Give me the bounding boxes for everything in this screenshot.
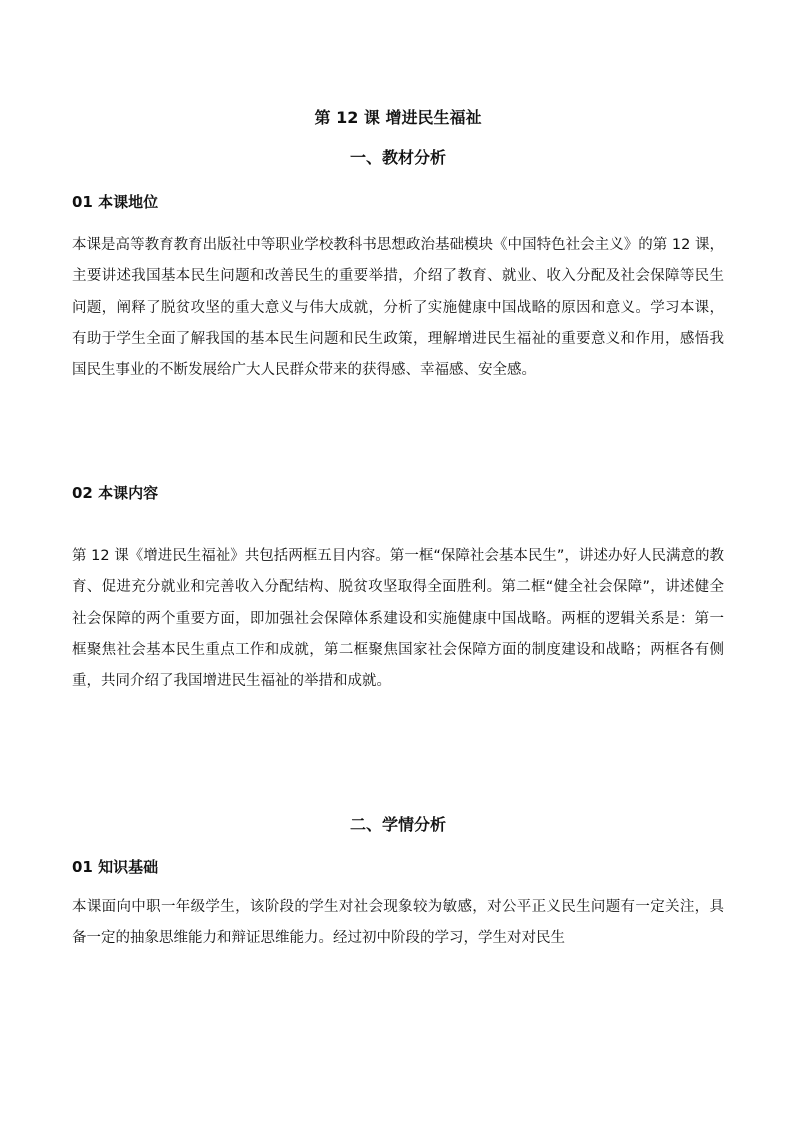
section-title-textbook-analysis: 一、教材分析 bbox=[349, 148, 446, 167]
subsection-heading-knowledge-base: 01 知识基础 bbox=[72, 858, 159, 876]
subsection-heading-lesson-content: 02 本课内容 bbox=[72, 484, 159, 502]
lesson-title: 第 12 课 增进民生福祉 bbox=[314, 108, 482, 127]
paragraph-lesson-content: 第 12 课《增进民生福祉》共包括两框五目内容。第一框“保障社会基本民生”，讲述办好人民满意的教育、促进充分就业和完善收入分配结构、脱贫攻坚取得全面胜利。第二框“健全社会保障”，讲述健全社会保障的两个重要方面，即加强社会保障体系建设和实施健康中国战略。两框的逻辑关系是：第一框聚焦社会基本民生重点工作和成就，第二框聚焦国家社会保障方面的制度建设和战略；两框各有侧重，共同介绍了我国增进民生福祉的举措和成就。 bbox=[72, 548, 724, 690]
subsection-heading-lesson-position: 01 本课地位 bbox=[72, 193, 159, 211]
paragraph-lesson-position: 本课是高等教育教育出版社中等职业学校教科书思想政治基础模块《中国特色社会主义》的第 12 课，主要讲述我国基本民生问题和改善民生的重要举措，介绍了教育、就业、收入分配及社会保障等民生问题，阐释了脱贫攻坚的重大意义与伟大成就，分析了实施健康中国战略的原因和意义。学习本课，有助于学生全面了解我国的基本民生问题和民生政策，理解增进民生福祉的重要意义和作用，感悟我国民生事业的不断发展给广大人民群众带来的获得感、幸福感、安全感。 bbox=[72, 237, 724, 379]
section-title-student-analysis: 二、学情分析 bbox=[349, 815, 446, 834]
paragraph-knowledge-base: 本课面向中职一年级学生，该阶段的学生对社会现象较为敏感，对公平正义民生问题有一定关注，具备一定的抽象思维能力和辩证思维能力。经过初中阶段的学习，学生对对民生 bbox=[72, 899, 724, 947]
